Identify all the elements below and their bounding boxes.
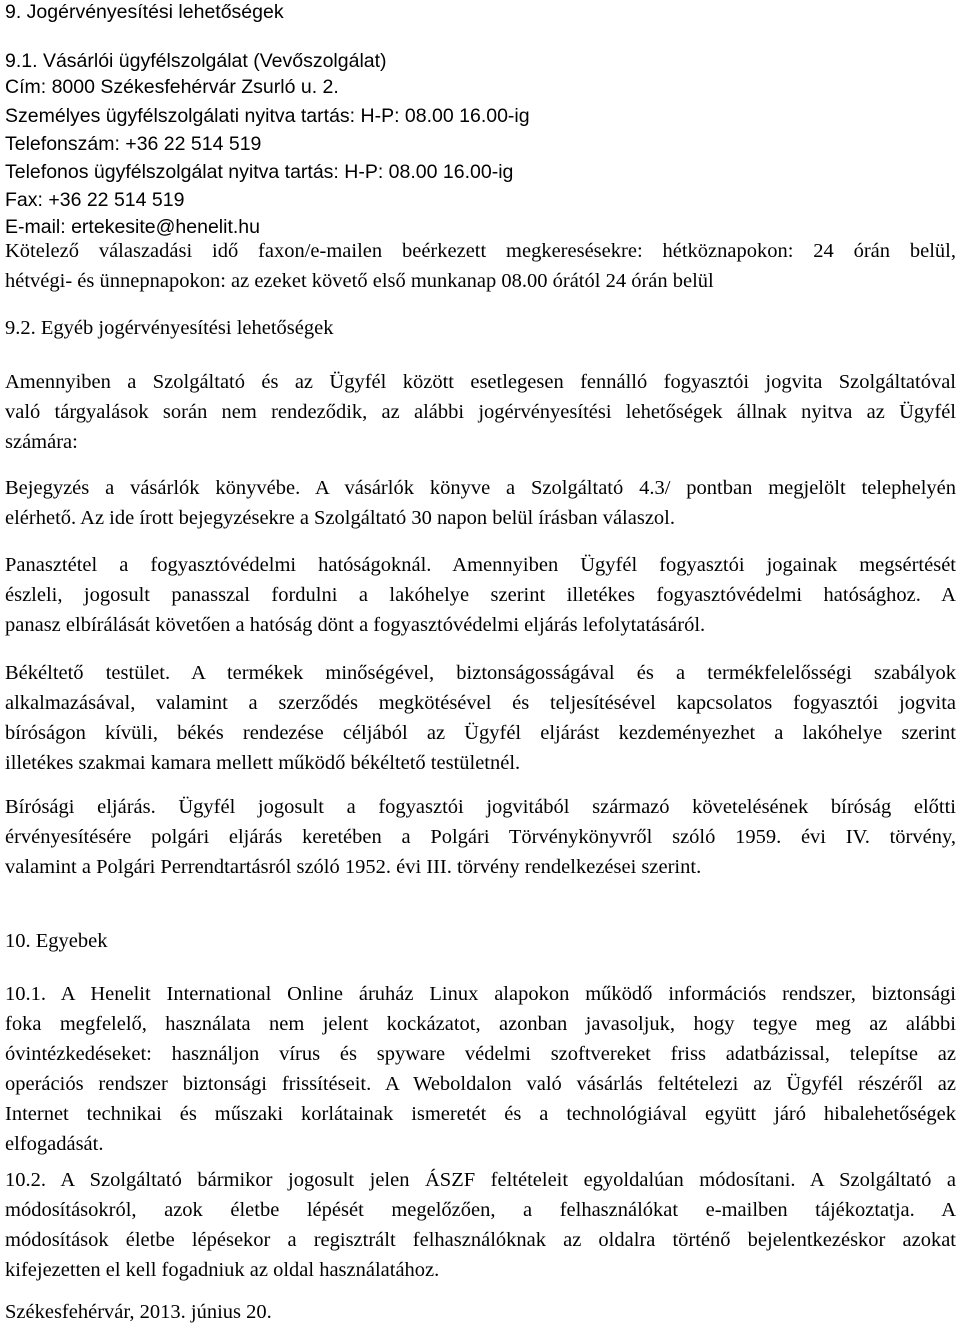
intro-line-3: számára: xyxy=(5,431,78,453)
s101-line-1: 10.1. A Henelit International Online áruház Linux alapokon működő információs rendszer, biztonsági xyxy=(5,983,956,1005)
section-10-1-paragraph xyxy=(5,979,956,1159)
conciliation-line-3: bíróságon kívüli, békés rendezése céljából az Ügyfél eljárást kezdeményezhet a lakóhelye szerint xyxy=(5,722,956,744)
court-line-1: Bírósági eljárás. Ügyfél jogosult a fogyasztói jogvitából származó követelésének bíróság előtti xyxy=(5,796,956,818)
complaint-book-paragraph xyxy=(5,473,956,533)
response-time-paragraph xyxy=(5,236,956,296)
s101-line-5: Internet technikai és műszaki korlátainak ismeretét és a technológiával együtt járó hibalehetőségek xyxy=(5,1103,956,1125)
court-line-2: érvényesítésére polgári eljárás keretében a Polgári Törvénykönyvről szóló 1959. évi IV. törvény, xyxy=(5,826,956,848)
personal-hours-line: Személyes ügyfélszolgálati nyitva tartás: H-P: 08.00 16.00-ig xyxy=(5,105,530,127)
s102-line-1: 10.2. A Szolgáltató bármikor jogosult jelen ÁSZF feltételeit egyoldalúan módosítani. A Szolgáltató a xyxy=(5,1169,956,1191)
section-9-title: 9. Jogérvényesítési lehetőségek xyxy=(5,1,284,23)
s101-line-4: operációs rendszer biztonsági frissítéseit. A Weboldalon való vásárlás feltételezi az Ügyfél részéről az xyxy=(5,1073,956,1095)
conciliation-board-paragraph xyxy=(5,658,956,778)
fax-line: Fax: +36 22 514 519 xyxy=(5,189,185,211)
s102-line-4: kifejezetten el kell fogadniuk az oldal használatához. xyxy=(5,1259,440,1281)
court-procedure-paragraph xyxy=(5,792,956,882)
consumer-authority-line-1: Panasztétel a fogyasztóvédelmi hatóságoknál. Amennyiben Ügyfél fogyasztói jogainak megsértését xyxy=(5,554,956,576)
consumer-authority-paragraph xyxy=(5,550,956,640)
address-line: Cím: 8000 Székesfehérvár Zsurló u. 2. xyxy=(5,76,339,98)
court-line-3: valamint a Polgári Perrendtartásról szóló 1952. évi III. törvény rendelkezései szerint. xyxy=(5,856,702,878)
conciliation-line-2: alkalmazásával, valamint a szerződés megkötésével és teljesítésével kapcsolatos fogyasztói jogvita xyxy=(5,692,956,714)
s101-line-3: óvintézkedéseket: használjon vírus és spyware védelmi szoftvereket friss adatbázissal, telepítse az xyxy=(5,1043,956,1065)
section-9-1-title: 9.1. Vásárlói ügyfélszolgálat (Vevőszolgálat) xyxy=(5,50,387,72)
consumer-authority-line-2: észleli, jogosult panasszal fordulni a lakóhelye szerint illetékes fogyasztóvédelmi hatósághoz. A xyxy=(5,584,956,606)
section-9-2-title: 9.2. Egyéb jogérvényesítési lehetőségek xyxy=(5,317,334,339)
email-line: E-mail: ertekesite@henelit.hu xyxy=(5,216,260,238)
phone-line: Telefonszám: +36 22 514 519 xyxy=(5,133,262,155)
s101-line-2: foka megfelelő, használata nem jelent kockázatot, azonban javasoljuk, hogy tegye meg az alábbi xyxy=(5,1013,956,1035)
intro-paragraph xyxy=(5,367,956,457)
complaint-book-line-1: Bejegyzés a vásárlók könyvébe. A vásárlók könyve a Szolgáltató 4.3/ pontban megjelölt telephelyén xyxy=(5,477,956,499)
section-10-title: 10. Egyebek xyxy=(5,930,108,952)
conciliation-line-4: illetékes szakmai kamara mellett működő békéltető testületnél. xyxy=(5,752,521,774)
response-line-2: hétvégi- és ünnepnapokon: az ezeket követő első munkanap 08.00 órától 24 órán belül xyxy=(5,270,714,292)
section-10-2-paragraph xyxy=(5,1165,956,1285)
phone-hours-line: Telefonos ügyfélszolgálat nyitva tartás: H-P: 08.00 16.00-ig xyxy=(5,161,514,183)
signature-place-date: Székesfehérvár, 2013. június 20. xyxy=(5,1301,272,1323)
s102-line-2: módosításokról, azok életbe lépését megelőzően, a felhasználókat e-mailben tájékoztatja. A xyxy=(5,1199,956,1221)
intro-line-2: való tárgyalások során nem rendeződik, az alábbi jogérvényesítési lehetőségek állnak nyitva az Ügyfél xyxy=(5,401,956,423)
complaint-book-line-2: elérhető. Az ide írott bejegyzésekre a Szolgáltató 30 napon belül írásban válaszol. xyxy=(5,507,675,529)
response-line-1: Kötelező válaszadási idő faxon/e-mailen beérkezett megkeresésekre: hétköznapokon: 24 órán belül, xyxy=(5,240,956,262)
consumer-authority-line-3: panasz elbírálását követően a hatóság dönt a fogyasztóvédelmi eljárás lefolytatásáról. xyxy=(5,614,706,636)
s102-line-3: módosítások életbe lépésekor a regisztrált felhasználóknak az oldalra történő bejelentkezéskor azokat xyxy=(5,1229,956,1251)
conciliation-line-1: Békéltető testület. A termékek minőségével, biztonságosságával és a termékfelelősségi szabályok xyxy=(5,662,956,684)
s101-line-6: elfogadását. xyxy=(5,1133,104,1155)
intro-line-1: Amennyiben a Szolgáltató és az Ügyfél között esetlegesen fennálló fogyasztói jogvita Szolgáltatóval xyxy=(5,371,956,393)
